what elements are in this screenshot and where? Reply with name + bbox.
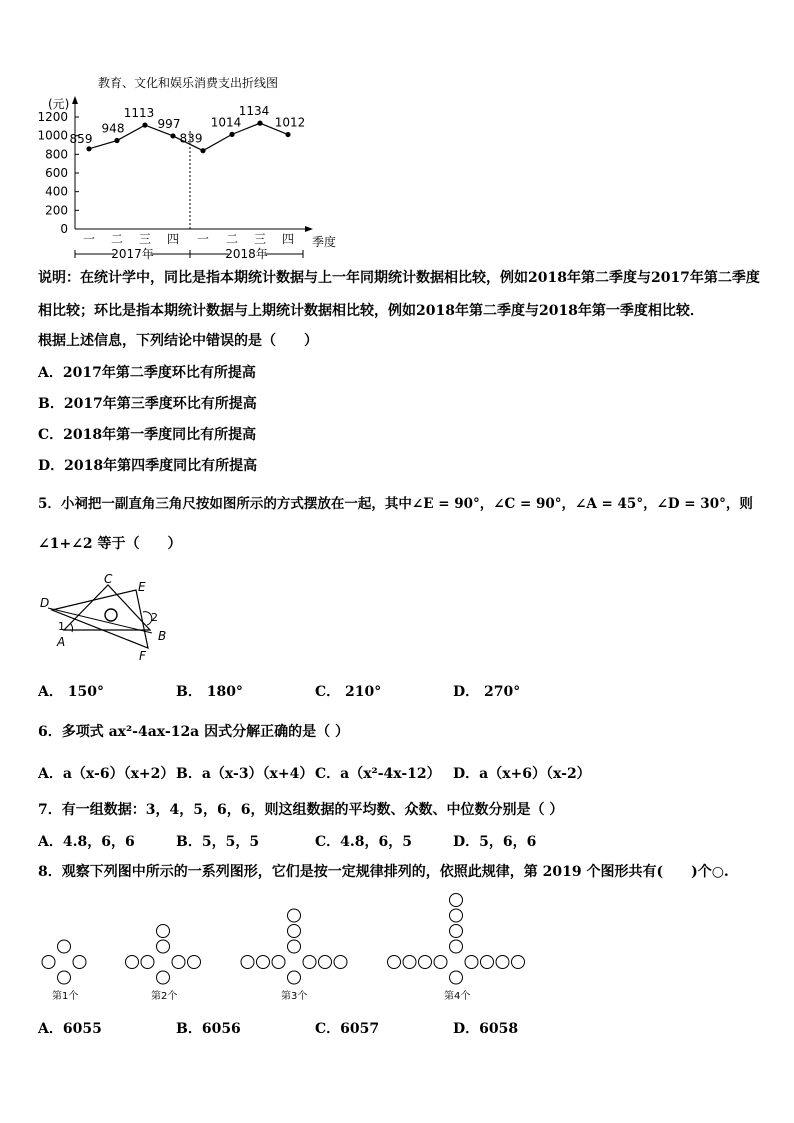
pattern-2-circle-6 xyxy=(157,971,170,984)
pattern-1-circle-1 xyxy=(73,956,86,969)
pattern-caption-2: 第2个 xyxy=(151,991,178,1002)
line-chart xyxy=(0,60,400,270)
pattern-4-circle-5 xyxy=(450,925,463,938)
label-d: D xyxy=(40,596,50,610)
q4-option-c: C．2018年第一季度同比有所提高 xyxy=(38,427,257,443)
pattern-caption-3: 第3个 xyxy=(281,991,308,1002)
x-tick-label-1: 二 xyxy=(110,232,124,246)
pattern-3-circle-8 xyxy=(288,909,301,922)
data-point-4 xyxy=(200,148,205,153)
triangle-def xyxy=(52,590,148,648)
data-label-6: 1134 xyxy=(238,104,270,119)
pattern-3-circle-6 xyxy=(241,956,254,969)
x-tick-label-2: 三 xyxy=(138,232,152,246)
pattern-4-circle-6 xyxy=(403,956,416,969)
pattern-4-circle-8 xyxy=(450,909,463,922)
data-label-2: 1113 xyxy=(123,106,155,121)
q5-option-a: A． 150° xyxy=(38,684,104,700)
triangle-figure xyxy=(30,570,180,665)
pattern-4-circle-1 xyxy=(465,956,478,969)
q8-stem: 8．观察下列图中所示的一系列图形，它们是按一定规律排列的，依照此规律，第 2019 个图形共有( )个○. xyxy=(38,864,729,880)
angle-1-label: 1 xyxy=(58,620,65,633)
y-tick-label-0: 0 xyxy=(60,222,68,236)
pattern-3-circle-1 xyxy=(303,956,316,969)
q8-option-d: D．6058 xyxy=(453,1021,519,1037)
q7-option-b: B．5，5，5 xyxy=(176,834,260,850)
pattern-4-circle-12 xyxy=(450,971,463,984)
q7-option-c: C．4.8，6，5 xyxy=(315,834,412,850)
pattern-4-circle-11 xyxy=(450,894,463,907)
y-tick-label-6: 1200 xyxy=(37,110,68,124)
x-axis-label: 季度 xyxy=(312,235,337,249)
pattern-2-circle-5 xyxy=(157,925,170,938)
x-tick-label-3: 四 xyxy=(166,232,180,246)
data-point-1 xyxy=(114,138,119,143)
circle-pattern-figure xyxy=(30,885,540,1005)
label-c: C xyxy=(104,572,113,586)
q4-option-d: D．2018年第四季度同比有所提高 xyxy=(38,458,258,474)
pattern-4-circle-7 xyxy=(496,956,509,969)
label-b: B xyxy=(158,629,167,643)
pattern-2-circle-2 xyxy=(157,940,170,953)
pattern-caption-4: 第4个 xyxy=(444,991,471,1002)
data-point-7 xyxy=(285,132,290,137)
pattern-3-circle-5 xyxy=(288,925,301,938)
x-axis-arrow xyxy=(305,226,313,232)
pattern-caption-1: 第1个 xyxy=(52,991,79,1002)
pattern-2-circle-1 xyxy=(172,956,185,969)
q4-note-line1: 说明：在统计学中，同比是指本期统计数据与上一年同期统计数据相比较，例如2018年第二季度与2017年第二季度 xyxy=(38,270,760,286)
pattern-1-circle-2 xyxy=(58,940,71,953)
q6-option-a: A．a（x-6）（x+2） xyxy=(38,766,175,782)
pattern-4-circle-10 xyxy=(512,956,525,969)
x-tick-label-4: 一 xyxy=(196,232,210,246)
y-axis-label: (元) xyxy=(48,97,70,111)
pattern-3-circle-4 xyxy=(319,956,332,969)
q6-option-b: B．a（x-3）（x+4） xyxy=(176,766,314,782)
label-f: F xyxy=(139,649,146,663)
angle-circle-mark xyxy=(105,609,117,621)
pattern-3-circle-2 xyxy=(288,940,301,953)
q5-option-c: C． 210° xyxy=(315,684,382,700)
q4-option-b: B．2017年第三季度环比有所提高 xyxy=(38,396,257,412)
x-tick-label-0: 一 xyxy=(82,232,96,246)
q4-option-a: A．2017年第二季度环比有所提高 xyxy=(38,365,256,381)
data-point-5 xyxy=(229,132,234,137)
q8-option-c: C．6057 xyxy=(315,1021,380,1037)
pattern-1-circle-0 xyxy=(42,956,55,969)
q8-option-a: A．6055 xyxy=(38,1021,102,1037)
y-tick-label-5: 1000 xyxy=(37,128,68,143)
data-label-7: 1012 xyxy=(274,115,306,130)
pattern-3-circle-0 xyxy=(272,956,285,969)
q5-stem-line2: ∠1+∠2 等于（ ） xyxy=(38,536,182,552)
chart-title: 教育、文化和娱乐消费支出折线图 xyxy=(98,76,279,90)
q5-option-b: B． 180° xyxy=(176,684,243,700)
q4-question: 根据上述信息，下列结论中错误的是（ ） xyxy=(38,333,318,349)
q5-option-d: D． 270° xyxy=(453,684,521,700)
y-tick-label-4: 800 xyxy=(45,147,68,162)
pattern-3-circle-3 xyxy=(257,956,270,969)
pattern-2-circle-4 xyxy=(188,956,201,969)
pattern-2-circle-3 xyxy=(126,956,139,969)
pattern-3-circle-9 xyxy=(288,971,301,984)
q8-option-b: B．6056 xyxy=(176,1021,241,1037)
pattern-4-circle-2 xyxy=(450,940,463,953)
y-axis-arrow xyxy=(72,96,78,104)
x-tick-label-7: 四 xyxy=(281,232,295,246)
data-point-6 xyxy=(257,121,262,126)
data-point-0 xyxy=(86,146,91,151)
q4-note-line2: 相比较；环比是指本期统计数据与上期统计数据相比较，例如2018年第二季度与2018年第一季度相比较． xyxy=(38,303,704,319)
angle-2-label: 2 xyxy=(151,611,158,624)
x-tick-label-5: 二 xyxy=(225,232,239,246)
pattern-2-circle-0 xyxy=(141,956,154,969)
year-label-1: 2018年 xyxy=(225,247,268,261)
data-label-1: 948 xyxy=(101,121,125,136)
q6-stem: 6．多项式 ax²-4ax-12a 因式分解正确的是（ ） xyxy=(38,724,350,740)
q6-option-c: C．a（x²-4x-12） xyxy=(315,766,441,782)
label-a: A xyxy=(57,635,66,649)
y-tick-label-2: 400 xyxy=(45,184,68,199)
pattern-4-circle-9 xyxy=(388,956,401,969)
q7-option-d: D．5，6，6 xyxy=(453,834,537,850)
pattern-3-circle-7 xyxy=(334,956,347,969)
pattern-4-circle-4 xyxy=(481,956,494,969)
data-label-0: 859 xyxy=(69,131,93,146)
pattern-4-circle-3 xyxy=(419,956,432,969)
pattern-1-circle-3 xyxy=(58,971,71,984)
year-label-0: 2017年 xyxy=(111,247,154,261)
x-tick-label-6: 三 xyxy=(253,232,267,246)
label-e: E xyxy=(138,580,146,594)
data-point-2 xyxy=(142,123,147,128)
y-tick-label-1: 200 xyxy=(45,203,68,218)
data-label-3: 997 xyxy=(157,116,181,131)
q6-option-d: D．a（x+6）（x-2） xyxy=(453,766,591,782)
data-point-3 xyxy=(170,133,175,138)
q7-stem: 7．有一组数据：3，4，5，6，6，则这组数据的平均数、众数、中位数分别是（ ） xyxy=(38,802,564,818)
data-label-4: 839 xyxy=(179,131,203,146)
data-label-5: 1014 xyxy=(210,115,242,130)
pattern-4-circle-0 xyxy=(434,956,447,969)
q5-stem-line1: 5．小祠把一副直角三角尺按如图所示的方式摆放在一起，其中∠E = 90°，∠C = 90°，∠A = 45°，∠D = 30°，则 xyxy=(38,496,753,512)
q7-option-a: A．4.8，6，6 xyxy=(38,834,135,850)
y-tick-label-3: 600 xyxy=(45,166,68,180)
